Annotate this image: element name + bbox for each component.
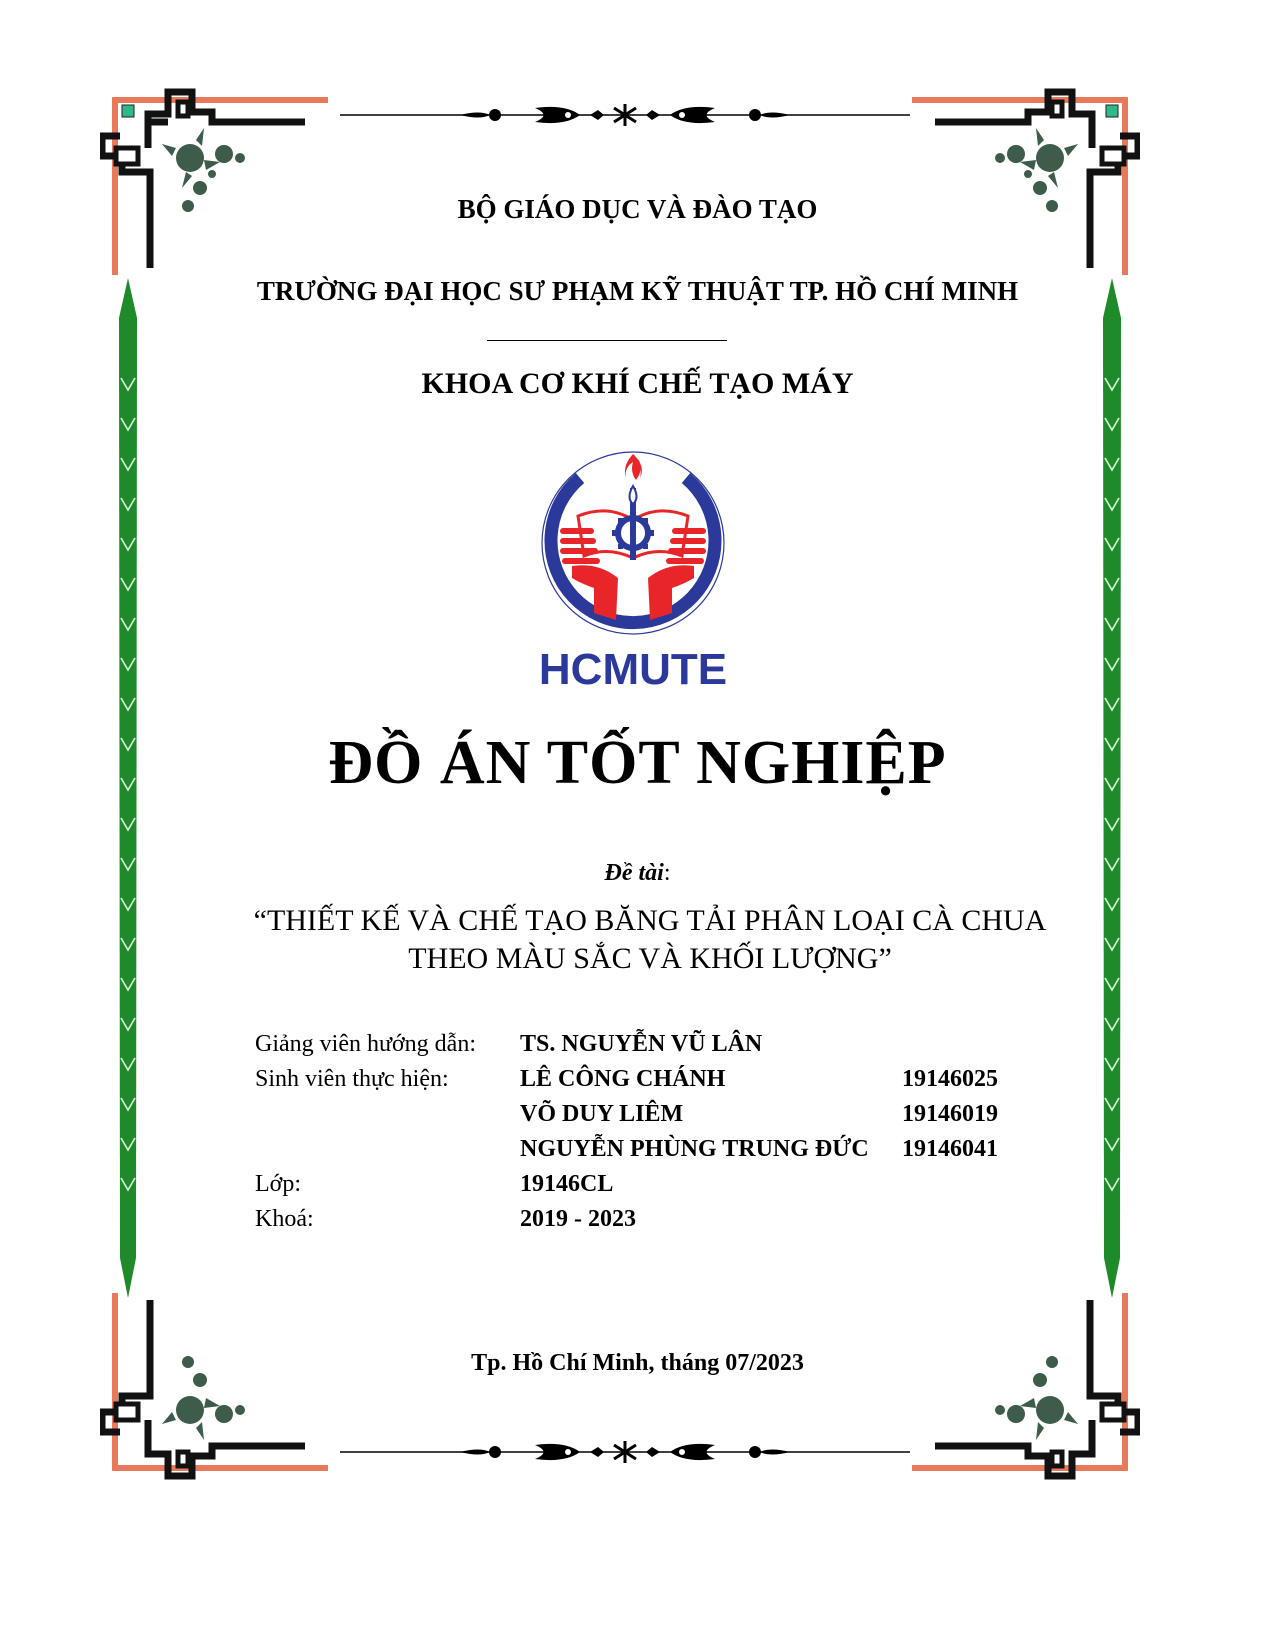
student-id: 19146019 bbox=[902, 1101, 998, 1127]
place-date: Tp. Hồ Chí Minh, tháng 07/2023 bbox=[471, 1350, 804, 1376]
topic-label: Đề tài: bbox=[604, 860, 671, 886]
corner-ornament-top-right bbox=[910, 88, 1140, 278]
corner-ornament-bottom-left bbox=[100, 1290, 330, 1480]
topic-line-1: “THIẾT KẾ VÀ CHẾ TẠO BĂNG TẢI PHÂN LOẠI CÀ CHUA bbox=[253, 904, 1047, 937]
info-block bbox=[255, 1027, 998, 1237]
ministry-heading: BỘ GIÁO DỤC VÀ ĐÀO TẠO bbox=[457, 194, 818, 224]
course-row bbox=[255, 1202, 998, 1237]
divider-ornament-bottom bbox=[340, 1437, 910, 1467]
logo-text: HCMUTE bbox=[538, 645, 728, 693]
advisor-label: Giảng viên hướng dẫn: bbox=[255, 1031, 476, 1057]
student-id: 19146041 bbox=[902, 1136, 998, 1162]
faculty-heading: KHOA CƠ KHÍ CHẾ TẠO MÁY bbox=[421, 367, 854, 400]
heading-divider bbox=[487, 340, 727, 341]
student-name: VÕ DUY LIÊM bbox=[520, 1101, 684, 1127]
corner-ornament-bottom-right bbox=[910, 1290, 1140, 1480]
class-value: 19146CL bbox=[520, 1171, 614, 1197]
divider-ornament-top bbox=[340, 100, 910, 130]
advisor-name: TS. NGUYỄN VŨ LÂN bbox=[520, 1031, 763, 1057]
student-name: NGUYỄN PHÙNG TRUNG ĐỨC bbox=[520, 1136, 869, 1162]
university-heading: TRƯỜNG ĐẠI HỌC SƯ PHẠM KỸ THUẬT TP. HỒ CHÍ MINH bbox=[256, 276, 1019, 306]
hcmute-logo bbox=[538, 448, 728, 693]
course-value: 2019 - 2023 bbox=[520, 1206, 636, 1232]
student-name: LÊ CÔNG CHÁNH bbox=[520, 1066, 726, 1092]
student-row bbox=[255, 1132, 998, 1167]
corner-ornament-top-left bbox=[100, 88, 330, 278]
student-row bbox=[255, 1062, 998, 1097]
class-row bbox=[255, 1167, 998, 1202]
student-row bbox=[255, 1097, 998, 1132]
document-title: ĐỒ ÁN TỐT NGHIỆP bbox=[328, 729, 947, 797]
topic-title bbox=[150, 902, 1150, 978]
topic-line-2: THEO MÀU SẮC VÀ KHỐI LƯỢNG” bbox=[408, 942, 892, 975]
class-label: Lớp: bbox=[255, 1171, 302, 1197]
student-id: 19146025 bbox=[902, 1066, 998, 1092]
course-label: Khoá: bbox=[255, 1206, 314, 1232]
advisor-row bbox=[255, 1027, 998, 1062]
students-label: Sinh viên thực hiện: bbox=[255, 1066, 449, 1092]
